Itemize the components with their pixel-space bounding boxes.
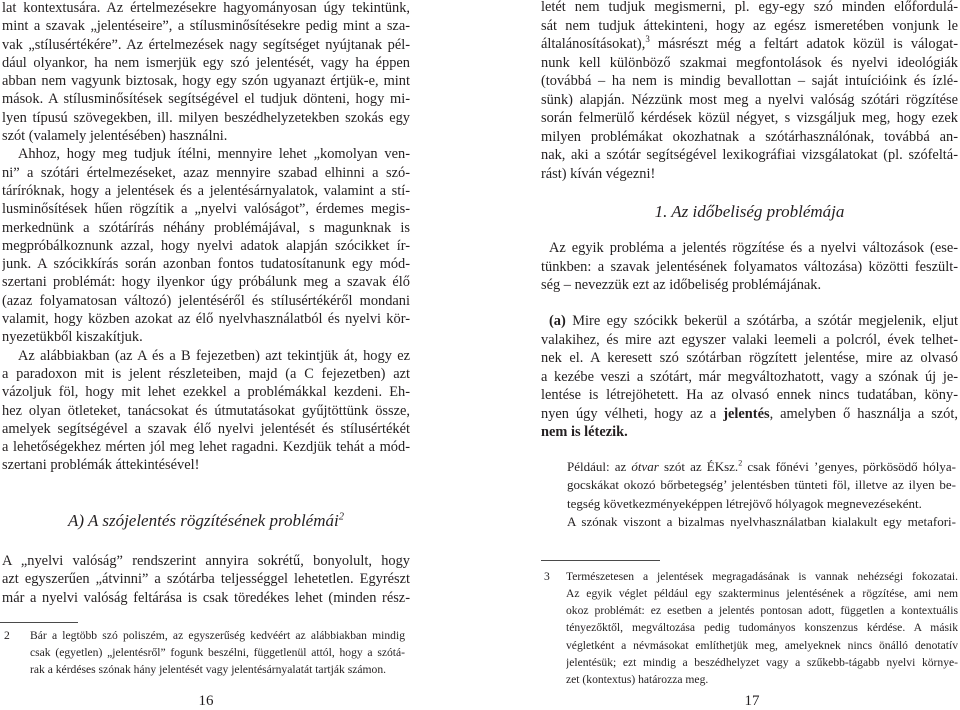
- text-line: megpróbálkoznunk azzal, hogy nyelvi adatok alapján szócikket ír-: [2, 237, 410, 254]
- text-line: rást) kíván végezni!: [541, 165, 656, 182]
- text-line: lentése is létrejöhetett. Ha az olvasó ennek nincs tudatában, köny-: [541, 387, 958, 403]
- text-line: lat kontextusára. Az értelmezésekre hagyományosan úgy tekintünk,: [2, 0, 410, 16]
- text-segment: Mire egy szócikk bekerül a szótárba, a szótár megjelenik, eljut: [565, 313, 958, 329]
- text-line: nek el. A keresett szó szótárban rögzített jelentése, mire az olvasó: [541, 350, 958, 366]
- text-line: során felmerülő kérdések közül négyet, s vizsgáljuk meg, hogy ezek: [541, 110, 958, 126]
- heading-text: A) A szójelentés rögzítésének problémái: [68, 511, 339, 530]
- section-heading: 1. Az időbeliség problémája: [654, 202, 845, 221]
- text-line: szót (valamely jelentésében) használni.: [2, 128, 228, 145]
- paragraph: [541, 0, 958, 183]
- text-line: ség – nevezzük ezt az időbeliség problémájának.: [541, 277, 822, 293]
- footnote-line: okoz problémát: ez esetben a jelentés pontosan adott, független a kontextuális: [566, 604, 958, 618]
- footnote: [4, 627, 405, 678]
- text-line: nak, aki a szótár segítségével lexikográfiai vizsgálatokat (pl. szófeltá-: [541, 147, 958, 163]
- text-line: merkednünk a szótárírás néhány problémájával, s magunknak is: [2, 219, 410, 236]
- footnote-marker: 3: [544, 570, 550, 583]
- footnote-marker: 2: [4, 629, 10, 642]
- footnote-line: Bár a legtöbb szó poliszém, az egyszerűség kedvéért az alábbiakban mindig: [30, 629, 405, 642]
- text-line: [567, 458, 956, 476]
- text-line: A szónak viszont a bizalmas nyelvhasználatban kialakult egy metafori-: [567, 513, 956, 529]
- text-line: vak „stílusértékére”. Az értelmezések nagy segítséget nyújtanak pél-: [2, 36, 410, 53]
- emphasis-text: jelentés: [723, 405, 770, 422]
- text-line: (azaz folyamatosan változó) jelentéséről és stílusértékéről mondani: [2, 292, 410, 309]
- text-line: a kezébe veszi a szótárt, már megváltozhatott, vagy a szónak új je-: [541, 368, 958, 385]
- footnote-line: rak a kérdéses szónak hány jelentését vagy jelentésárnyalatát tartják számon.: [30, 663, 387, 676]
- text-segment: másrészt még a feltárt adatok közül is válogat-: [649, 36, 958, 52]
- paragraph: [2, 347, 410, 475]
- text-line: gocskákat okozó bőrbetegség’ jelentésben tünteti föl, illetve az ilyen be-: [567, 477, 956, 493]
- text-line: abban nem vagyunk biztosak, hogy egy szón ugyanazt értjük-e, mint: [2, 73, 410, 90]
- footnote-line: Az egyik véglet például egy szakterminus jelentésének a rögzítése, ami nem: [566, 587, 958, 601]
- text-line: sünk) alapján. Nézzünk most meg a nyelvi valóság szótári rögzítése: [541, 91, 958, 108]
- text-line: nyezetükből kiszakítjuk.: [2, 329, 143, 346]
- page-number: 16: [198, 693, 214, 709]
- emphasis-text: nem is létezik.: [541, 424, 628, 440]
- section-heading: [2, 509, 410, 533]
- text-line: a paradoxon mit is jelent részleteiben, majd (a C fejezetben) azt: [2, 365, 410, 382]
- footnote-line: Természetesen a jelentések megragadásának is vannak nehézségi fokozatai.: [566, 570, 958, 583]
- paragraph: [541, 239, 958, 295]
- footnote-line: zet (kontextus) határozza meg.: [566, 672, 709, 686]
- text-line: valakihez, és mire azt egyszer valaki leemeli a polcról, évek telhet-: [541, 331, 958, 348]
- text-line: milyen problémákat okozhatnak a szótárhasználónak, továbbá an-: [541, 128, 958, 145]
- text-line: már a nyelvi valóság feltárása is csak töredékes lehet (minden rész-: [2, 589, 410, 606]
- footnote-rule: [541, 560, 660, 561]
- text-segment: csak főnévi ’genyes, pörkösödő hólya-: [742, 459, 956, 474]
- text-line: junk. A szócikkírás során azonban fontos tudatosítanunk egy mód-: [2, 256, 410, 273]
- text-line: vázoljuk föl, hogy mit lehet ezekkel a problémákkal kezdeni. Eh-: [2, 384, 410, 401]
- text-line: Ahhoz, hogy meg tudjuk ítélni, mennyire lehet „komolyan ven-: [18, 146, 410, 163]
- text-line: tünkben: a szavak jelentésének folyamatos változása) közötti feszült-: [541, 258, 958, 275]
- text-line: Az alábbiakban (az A és a B fejezetben) azt tekintjük át, hogy ez: [18, 347, 410, 364]
- text-line: amelyek segítségével a szavak élő nyelvi jelentését és stílusértékét: [2, 420, 410, 437]
- paragraph: [2, 145, 410, 346]
- paragraph: [2, 0, 410, 145]
- text-line: Az egyik probléma a jelentés rögzítése és a nyelvi változások (ese-: [549, 240, 958, 256]
- paragraph: [541, 312, 958, 442]
- text-line: letét nem tudjuk megismerni, pl. egy-egy szó minden előfordulá-: [541, 0, 958, 15]
- text-line: sát nem tudjuk áttekinteni, hogy az egész ismeretében vonjunk le: [541, 17, 958, 34]
- text-line: (továbbá – ha nem is mindig bevallottan – saját intuícióink és ízlé-: [541, 73, 958, 89]
- text-segment: nyen úgy vélheti, hogy az a: [541, 405, 724, 422]
- text-line: hez olyan ötleteket, tanácsokat és útmutatásokat gyűjtöttünk össze,: [2, 402, 410, 419]
- text-segment: szót az ÉKsz.: [658, 459, 739, 474]
- footnote-line: jelentésük; ezt mindig a beszédhelyzet vagy a szűkebb-tágabb nyelvi környe-: [566, 655, 958, 669]
- text-line: mint a szavak „jelentéseire”, a stílusminősítésekre pedig mint a sza-: [2, 18, 410, 35]
- example-block: [567, 458, 956, 531]
- text-segment: Például: az: [567, 459, 632, 474]
- text-line: A „nyelvi valóság” rendszerint annyira sokrétű, bonyolult, hogy: [2, 553, 410, 569]
- text-line: azt egyszerűen „átvinni” a szótárba teljességgel lehetetlen. Egyrészt: [2, 571, 410, 588]
- footnote-line: végletként a névmásokat említhetjük meg, amelyeknek nincs önálló denotatív: [566, 638, 958, 652]
- text-line: [541, 405, 958, 424]
- footnote-ref: 3: [645, 35, 650, 45]
- text-line: valamit, hogy közben azokat az élő nyelvhasználatból és nyelvi kör-: [2, 311, 410, 328]
- footnote: [544, 568, 958, 688]
- text-line: táríróknak, hogy a jelentések és a jelentésárnyalatok, valamint a stí-: [2, 182, 410, 199]
- left-page-main-text: [2, 0, 410, 475]
- text-line: nunk kell különböző szakmai megfontolások és nyelvi ideológiák: [541, 54, 958, 71]
- text-line: [541, 35, 958, 54]
- footnote-line: csak (egyetlen) „jelentésről” fogunk beszélni, függetlenül attól, hogy a szótá-: [30, 646, 405, 659]
- text-line: [541, 312, 958, 331]
- text-segment: általánosításokat),: [541, 36, 646, 52]
- text-line: tegség következményeképpen létrejövő hólyagok megnevezéseként.: [567, 495, 922, 511]
- text-line: szertani problémát: hogy ilyenkor úgy próbálunk meg a szavak élő: [2, 274, 410, 291]
- text-line: szertani problémák áttekintésével!: [2, 457, 200, 474]
- text-line: a lehetőségekhez mérten jól meg lehet ragadni. Kezdjük tehát a mód-: [2, 439, 410, 456]
- page-number: 17: [744, 693, 760, 709]
- footnote-ref: 2: [338, 511, 344, 523]
- footnote-ref: 2: [738, 458, 743, 468]
- text-segment: , amelyben ő használja a szót,: [769, 405, 958, 422]
- footnote-line: tényezőktől, megváltozása pedig tudományos konszenzus kérdése. A másik: [566, 621, 958, 635]
- text-line: ni” a szótári értelmezéseket, azaz mennyire szabad elhinni a szó-: [2, 164, 410, 181]
- text-line: lyen típusú szövegekben, ill. milyen beszédhelyzetekben szokás egy: [2, 109, 410, 126]
- text-line: lusminősítések hűen rögzítik a „nyelvi valóságot”, érdemes megis-: [2, 201, 410, 218]
- italic-term: ótvar: [631, 459, 659, 474]
- point-label: (a): [549, 313, 566, 329]
- text-line: dául olyankor, ha nem ismerjük egy szó jelentését, vagy ha éppen: [2, 54, 410, 71]
- footnote-rule: [0, 622, 78, 623]
- paragraph: [2, 552, 410, 607]
- text-line: mások. A stílusminősítések segítségével el tudjuk dönteni, hogy mi-: [2, 91, 410, 108]
